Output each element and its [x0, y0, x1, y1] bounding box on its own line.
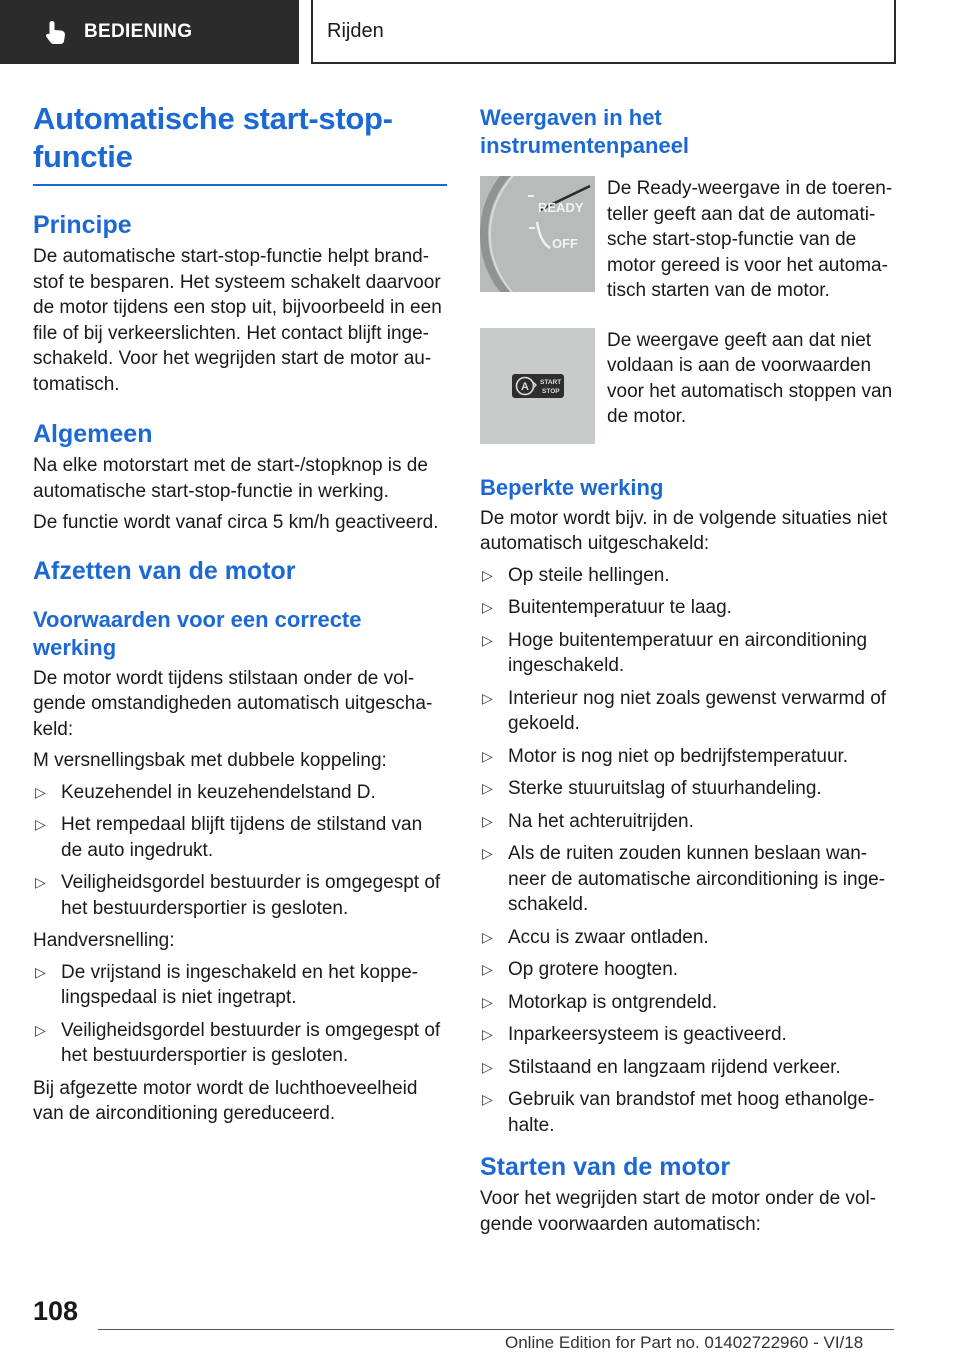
starten-text: Voor het wegrijden start de motor onder de vol-gende voorwaarden automatisch: — [480, 1188, 877, 1235]
ready-gauge-image — [480, 176, 595, 292]
footer-rule — [98, 1329, 894, 1330]
triangle-bullet-icon: ▷ — [482, 780, 493, 796]
svg-text:START: START — [540, 378, 562, 386]
triangle-bullet-icon: ▷ — [35, 816, 46, 832]
triangle-bullet-icon: ▷ — [482, 812, 493, 829]
list-item: ▷ Veiligheidsgordel bestuurder is omgegespt of het bestuurdersportier is gesloten. — [35, 872, 441, 919]
svg-text:A: A — [521, 380, 529, 393]
triangle-bullet-icon: ▷ — [35, 874, 46, 890]
triangle-bullet-icon: ▷ — [35, 783, 46, 800]
beperkte-list — [480, 563, 898, 1139]
figure-autostop — [480, 328, 898, 444]
triangle-bullet-icon: ▷ — [482, 689, 493, 706]
list-item: ▷ Motorkap is ontgrendeld. — [480, 990, 898, 1016]
closing-text: Bij afgezette motor wordt de luchthoeveelheid van de airconditioning gereduceerd. — [33, 1077, 418, 1124]
manual-label: Handversnelling: — [33, 930, 175, 951]
list-item: ▷ Buitentemperatuur te laag. — [480, 595, 898, 621]
principe-heading: Principe — [33, 211, 132, 239]
autostop-image — [480, 328, 595, 444]
auto-start-stop-icon — [480, 328, 595, 444]
triangle-bullet-icon: ▷ — [35, 1021, 46, 1038]
tachometer-icon — [480, 176, 595, 292]
triangle-bullet-icon: ▷ — [482, 845, 493, 861]
voorwaarden-text: De motor wordt tijdens stilstaan onder de vol-gende omstandigheden automatisch uitgescha-keld: — [33, 667, 433, 740]
list-item: ▷ Gebruik van brandstof met hoog ethanolge-halte. — [482, 1089, 875, 1136]
algemeen-text-1: Na elke motorstart met de start-/stopknop is de automatische start-stop-functie in werking. — [33, 455, 428, 502]
triangle-bullet-icon: ▷ — [482, 566, 493, 583]
section-tab — [0, 0, 299, 64]
right-column — [480, 104, 898, 1243]
svg-text:READY: READY — [538, 200, 584, 215]
list-item: ▷ Op grotere hoogten. — [480, 957, 898, 983]
page-number: 108 — [33, 1296, 79, 1326]
list-item: ▷ Stilstaand en langzaam rijdend verkeer. — [480, 1055, 898, 1081]
fig1-text: De Ready-weergave in de toeren-teller geeft aan dat de automati-sche start-stop-functie van de motor gereed is voor het automa-tisch starten van de motor. — [607, 178, 893, 301]
list-item: ▷ Veiligheidsgordel bestuurder is omgegespt of het bestuurdersportier is gesloten. — [35, 1019, 441, 1066]
list-item: ▷ Op steile hellingen. — [480, 563, 898, 589]
triangle-bullet-icon: ▷ — [482, 1091, 493, 1107]
left-column — [33, 100, 447, 1133]
section-label: BEDIENING — [84, 21, 193, 42]
list-item: ▷ Motor is nog niet op bedrijfstemperatuur. — [480, 744, 898, 770]
triangle-bullet-icon: ▷ — [482, 747, 493, 764]
dct-label: M versnellingsbak met dubbele koppeling: — [33, 750, 387, 771]
triangle-bullet-icon: ▷ — [482, 599, 493, 615]
list-item: ▷ Als de ruiten zouden kunnen beslaan wan-neer de automatische airconditioning is inge-schakeld. — [482, 843, 886, 915]
algemeen-heading: Algemeen — [33, 420, 153, 448]
pointing-hand-icon — [42, 18, 70, 46]
svg-text:OFF: OFF — [552, 236, 578, 251]
list-item: ▷ Accu is zwaar ontladen. — [480, 925, 898, 951]
manual-list — [33, 960, 447, 1069]
list-item: ▷ Inparkeersysteem is geactiveerd. — [480, 1022, 898, 1048]
weergaven-heading: Weergaven in het instrumentenpaneel — [480, 105, 690, 158]
list-item: ▷ Hoge buitentemperatuur en airconditioning ingeschakeld. — [482, 629, 868, 676]
dct-list — [33, 780, 447, 922]
triangle-bullet-icon: ▷ — [482, 1058, 493, 1075]
list-item: ▷ De vrijstand is ingeschakeld en het koppe-lingspedaal is niet ingetrapt. — [35, 961, 418, 1008]
svg-text:STOP: STOP — [542, 387, 560, 395]
page-title: Automatische start-stop- functie — [33, 101, 393, 174]
figure-ready — [480, 176, 898, 304]
triangle-bullet-icon: ▷ — [482, 631, 493, 648]
list-item: ▷ Interieur nog niet zoals gewenst verwarmd of gekoeld. — [482, 687, 887, 734]
chapter-label: Rijden — [327, 19, 384, 42]
list-item: ▷ Na het achteruitrijden. — [480, 809, 898, 835]
list-item: ▷ Sterke stuuruitslag of stuurhandeling. — [480, 776, 898, 802]
principe-text: De automatische start-stop-functie helpt brand-stof te besparen. Het systeem schakelt daarvoor de motor tijdens een stop uit, bijvoorbeeld in een file of bij verkeerslichten. Het contact blijft inge-schakeld. Voor het wegrijden start de motor au-tomatisch. — [33, 246, 442, 395]
triangle-bullet-icon: ▷ — [482, 1026, 493, 1042]
fig2-text: De weergave geeft aan dat niet voldaan is aan de voorwaarden voor het automatisch stoppen van de motor. — [607, 329, 893, 427]
triangle-bullet-icon: ▷ — [482, 928, 493, 945]
triangle-bullet-icon: ▷ — [35, 963, 46, 980]
list-item: ▷ Keuzehendel in keuzehendelstand D. — [33, 780, 447, 806]
afzetten-heading: Afzetten van de motor — [33, 556, 296, 585]
beperkte-text: De motor wordt bijv. in de volgende situaties niet automatisch uitgeschakeld: — [480, 507, 888, 554]
triangle-bullet-icon: ▷ — [482, 993, 493, 1010]
triangle-bullet-icon: ▷ — [482, 961, 493, 977]
footer-edition: Online Edition for Part no. 01402722960 - VI/18 — [505, 1333, 864, 1352]
algemeen-text-2: De functie wordt vanaf circa 5 km/h geactiveerd. — [33, 512, 439, 533]
starten-heading: Starten van de motor — [480, 1153, 731, 1181]
chapter-tab — [311, 0, 896, 64]
title-rule — [33, 184, 447, 186]
beperkte-heading: Beperkte werking — [480, 474, 664, 500]
voorwaarden-heading: Voorwaarden voor een correcte werking — [33, 606, 362, 660]
list-item: ▷ Het rempedaal blijft tijdens de stilstand van de auto ingedrukt. — [35, 814, 423, 861]
